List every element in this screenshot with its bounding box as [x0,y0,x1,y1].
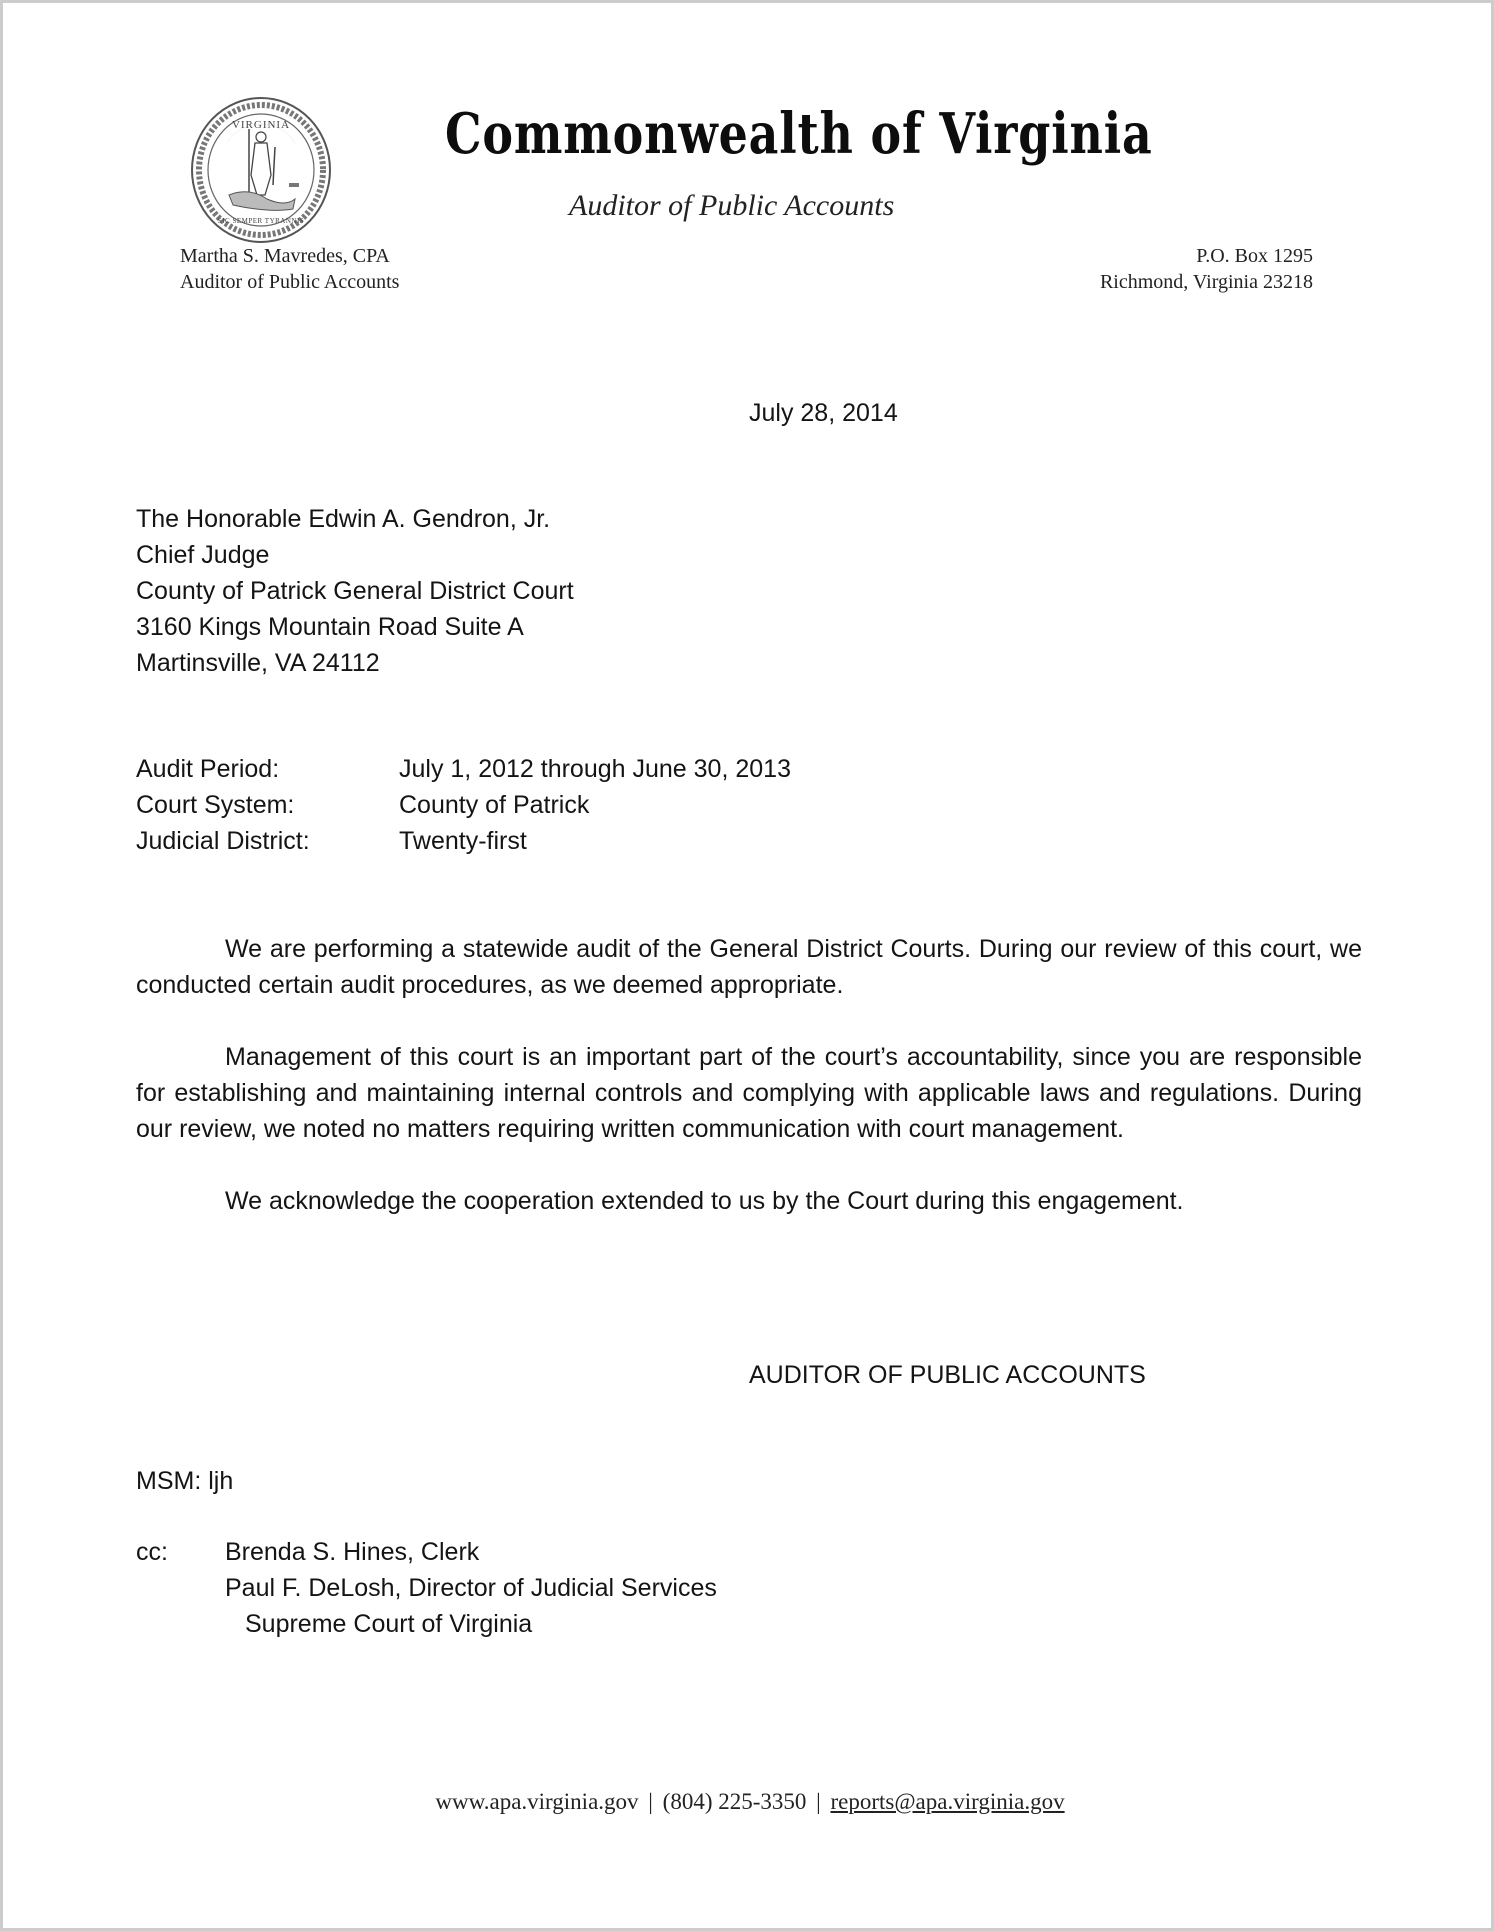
signature-block: AUDITOR OF PUBLIC ACCOUNTS [749,1361,1146,1389]
website-link[interactable]: www.apa.virginia.gov [435,1789,639,1814]
letterhead-title: Commonwealth of Virginia [445,101,1153,167]
reference-initials: MSM: ljh [136,1467,234,1495]
recipient-line: 3160 Kings Mountain Road Suite A [136,613,524,641]
city-state-zip: Richmond, Virginia 23218 [1099,271,1313,293]
svg-text:SIC SEMPER TYRANNIS: SIC SEMPER TYRANNIS [217,217,305,225]
cc-label: cc: [136,1538,168,1566]
recipient-line: Martinsville, VA 24112 [136,649,380,677]
letterhead-subtitle: Auditor of Public Accounts [569,189,895,222]
letter-body [136,931,1362,1255]
auditor-name: Martha S. Mavredes, CPA [180,245,390,267]
page-footer [3,1789,1494,1815]
audit-info-table [136,751,791,859]
audit-info-value: Twenty-first [399,827,527,855]
cc-recipient: Brenda S. Hines, Clerk [225,1538,480,1566]
footer-separator: | [648,1789,653,1814]
audit-info-value: County of Patrick [399,791,590,819]
audit-info-row [136,787,791,823]
body-paragraph: Management of this court is an important part of the court’s accountability, since you are responsible for establishing and maintaining internal controls and complying with applicable laws and regulations. During our review, we noted no matters requiring written communication with court management. [136,1043,1362,1143]
audit-info-label: Audit Period: [136,755,280,783]
email-link[interactable]: reports@apa.virginia.gov [830,1789,1065,1814]
footer-separator: | [816,1789,821,1814]
audit-info-row [136,823,791,859]
recipient-line: The Honorable Edwin A. Gendron, Jr. [136,505,551,533]
recipient-line: County of Patrick General District Court [136,577,574,605]
cc-recipient: Supreme Court of Virginia [245,1610,533,1638]
phone-number: (804) 225-3350 [662,1789,807,1814]
mailing-address-block [1100,243,1313,295]
audit-info-label: Court System: [136,791,295,819]
svg-text:VIRGINIA: VIRGINIA [231,119,291,131]
cc-list [136,1534,717,1642]
cc-recipient: Paul F. DeLosh, Director of Judicial Services [225,1574,717,1602]
audit-info-row [136,751,791,787]
po-box: P.O. Box 1295 [1196,245,1313,267]
recipient-address [136,501,574,681]
recipient-line: Chief Judge [136,541,270,569]
cc-row [136,1534,717,1570]
audit-info-label: Judicial District: [136,827,310,855]
audit-info-value: July 1, 2012 through June 30, 2013 [399,755,791,783]
body-paragraph: We acknowledge the cooperation extended to us by the Court during this engagement. [225,1187,1184,1215]
auditor-contact-block [180,243,399,295]
virginia-seal-icon [189,95,333,245]
letter-date: July 28, 2014 [749,399,898,427]
auditor-role: Auditor of Public Accounts [180,271,400,293]
body-paragraph: We are performing a statewide audit of the General District Courts. During our review of this court, we conducted certain audit procedures, as we deemed appropriate. [136,935,1362,999]
